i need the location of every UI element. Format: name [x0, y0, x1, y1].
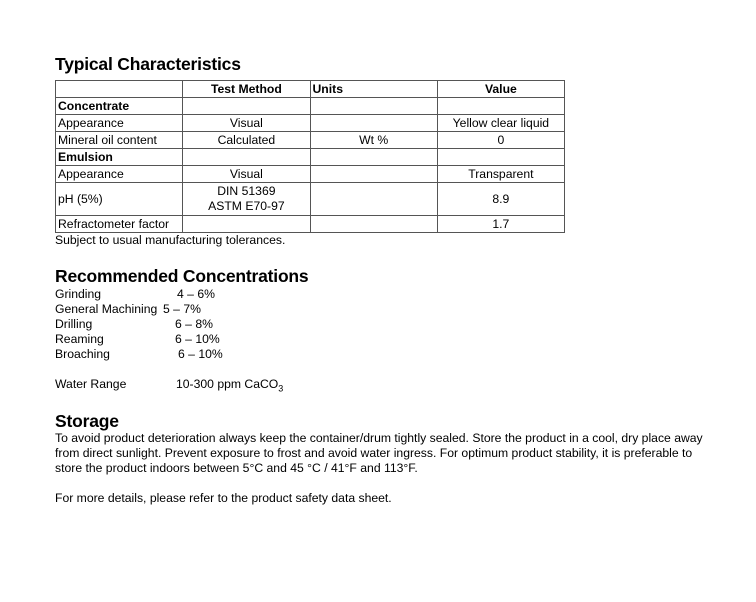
water-range-value: [176, 377, 283, 396]
cell-property: Appearance: [56, 115, 183, 132]
concentration-value: 6 – 8%: [175, 317, 213, 331]
storage-paragraph: To avoid product deterioration always keep the container/drum tightly sealed. Store the product in a cool, dry place away from direct sunlight. Prevent exposure to frost and avoid water ingress. For optimum product stability, it is preferable to store the product indoors between 5°C and 45 °C / 41°F and 113°F.: [55, 431, 703, 475]
cell-test-method: Visual: [183, 115, 310, 132]
cell-value: Transparent: [437, 166, 564, 183]
cell-property: Appearance: [56, 166, 183, 183]
table-row: [56, 98, 565, 115]
operation-name: Grinding: [55, 287, 102, 301]
water-range-subscript: 3: [278, 383, 284, 394]
typical-characteristics-heading: Typical Characteristics: [55, 54, 241, 74]
concentration-value: 5 – 7%: [163, 302, 201, 316]
header-units: Units: [310, 81, 437, 98]
empty-cell: [437, 98, 564, 115]
cell-test-method: Visual: [183, 166, 310, 183]
cell-value: 0: [437, 132, 564, 149]
empty-cell: [310, 98, 437, 115]
test-method-line: DIN 51369: [217, 184, 276, 198]
operation-name: General Machining: [55, 302, 158, 316]
section-concentrate: Concentrate: [56, 98, 183, 115]
cell-units: [310, 216, 437, 233]
concentration-value: 6 – 10%: [178, 347, 223, 361]
table-row: [56, 115, 565, 132]
cell-units: [310, 115, 437, 132]
cell-property: Refractometer factor: [56, 216, 183, 233]
empty-cell: [310, 149, 437, 166]
characteristics-table: [55, 80, 565, 233]
table-row: [56, 166, 565, 183]
cell-test-method: [183, 183, 310, 216]
cell-test-method: Calculated: [183, 132, 310, 149]
cell-units: [310, 183, 437, 216]
tolerance-note: Subject to usual manufacturing tolerances.: [55, 233, 286, 247]
table-header-row: [56, 81, 565, 98]
water-range: [55, 377, 355, 392]
storage-heading: Storage: [55, 411, 119, 431]
cell-test-method: [183, 216, 310, 233]
operation-name: Broaching: [55, 347, 110, 361]
recommended-concentrations-heading: Recommended Concentrations: [55, 266, 309, 286]
table-row: [56, 183, 565, 216]
safety-data-note: For more details, please refer to the product safety data sheet.: [55, 491, 392, 505]
cell-units: Wt %: [310, 132, 437, 149]
section-emulsion: Emulsion: [56, 149, 183, 166]
test-method-line: ASTM E70-97: [208, 199, 285, 213]
cell-value: Yellow clear liquid: [437, 115, 564, 132]
operation-name: Reaming: [55, 332, 104, 346]
water-range-value-text: 10-300 ppm CaCO: [176, 377, 279, 391]
table-row: [56, 149, 565, 166]
operation-name: Drilling: [55, 317, 93, 331]
water-range-label: Water Range: [55, 377, 127, 391]
empty-cell: [183, 98, 310, 115]
concentration-value: 4 – 6%: [177, 287, 215, 301]
cell-value: 8.9: [437, 183, 564, 216]
empty-cell: [437, 149, 564, 166]
header-test-method: Test Method: [183, 81, 310, 98]
table-row: [56, 216, 565, 233]
concentration-value: 6 – 10%: [175, 332, 220, 346]
table-row: [56, 132, 565, 149]
cell-units: [310, 166, 437, 183]
cell-value: 1.7: [437, 216, 564, 233]
header-cell: [56, 81, 183, 98]
cell-property: Mineral oil content: [56, 132, 183, 149]
header-value: Value: [437, 81, 564, 98]
empty-cell: [183, 149, 310, 166]
cell-property: pH (5%): [56, 183, 183, 216]
